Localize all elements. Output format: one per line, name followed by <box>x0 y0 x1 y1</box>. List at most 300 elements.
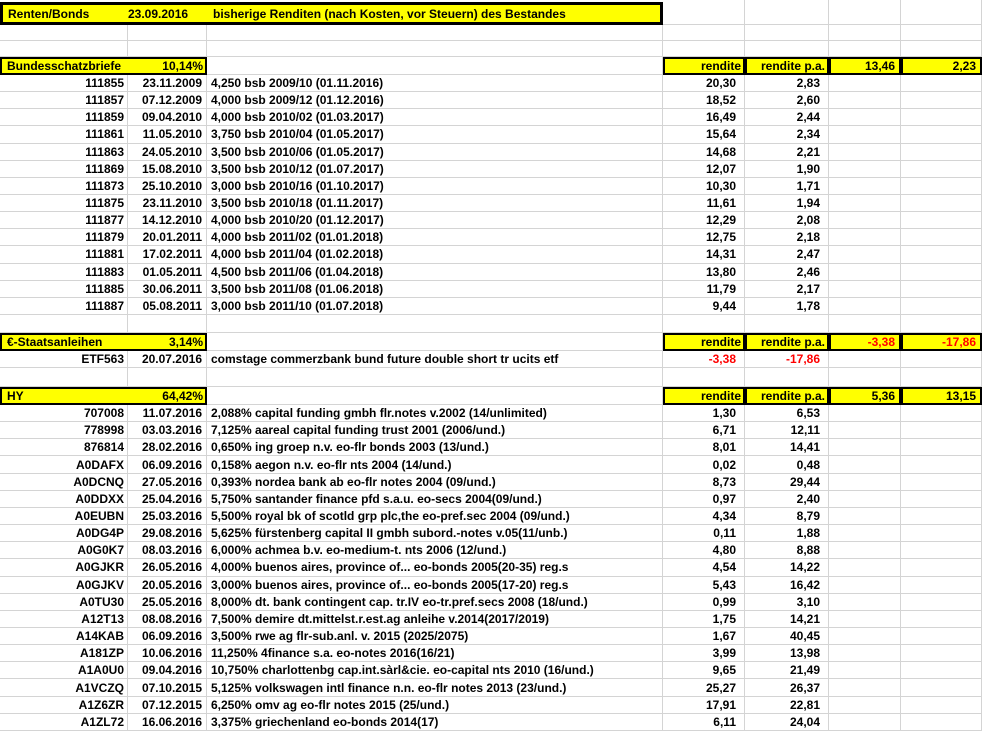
purchase-date-cell[interactable]: 15.08.2010 <box>128 161 207 178</box>
empty-cell <box>829 662 901 679</box>
rendite-cell[interactable]: 1,67 <box>663 628 745 645</box>
empty-cell <box>829 714 901 731</box>
bond-row <box>0 491 982 508</box>
purchase-date-cell[interactable]: 30.06.2011 <box>128 281 207 298</box>
description-cell[interactable]: 3,500 bsb 2011/08 (01.06.2018) <box>207 281 663 298</box>
rendite-cell[interactable]: 4,54 <box>663 559 745 576</box>
rendite-pa-cell[interactable]: 2,44 <box>745 109 829 126</box>
section-title-cell[interactable] <box>0 333 207 351</box>
bond-row <box>0 714 982 731</box>
empty-cell <box>901 298 982 315</box>
security-id-cell[interactable]: 778998 <box>0 422 128 439</box>
section-rendite-total[interactable]: 13,46 <box>829 57 901 75</box>
purchase-date-cell[interactable]: 25.04.2016 <box>128 491 207 508</box>
rendite-pa-cell[interactable]: 40,45 <box>745 628 829 645</box>
empty-cell <box>901 264 982 281</box>
empty-cell <box>901 41 982 57</box>
empty-cell <box>901 697 982 714</box>
security-id-cell[interactable]: A0DCNQ <box>0 474 128 491</box>
empty-cell <box>207 25 663 41</box>
security-id-cell[interactable]: A14KAB <box>0 628 128 645</box>
rendite-pa-cell[interactable]: 14,21 <box>745 611 829 628</box>
section-weight: 3,14% <box>168 334 203 349</box>
empty-cell <box>663 25 745 41</box>
empty-cell <box>829 439 901 456</box>
description-cell[interactable]: 4,000 bsb 2011/04 (01.02.2018) <box>207 246 663 263</box>
empty-cell <box>901 75 982 92</box>
description-cell[interactable]: 11,250% 4finance s.a. eo-notes 2016(16/21) <box>207 645 663 662</box>
rendite-cell[interactable]: 0,97 <box>663 491 745 508</box>
description-cell[interactable]: 7,500% demire dt.mittelst.r.est.ag anleihe v.2014(2017/2019) <box>207 611 663 628</box>
rendite-cell[interactable]: 11,61 <box>663 195 745 212</box>
rendite-pa-cell[interactable]: 2,46 <box>745 264 829 281</box>
bond-row <box>0 525 982 542</box>
rendite-column-header[interactable]: rendite <box>663 387 745 405</box>
rendite-cell[interactable]: 20,30 <box>663 75 745 92</box>
purchase-date-cell[interactable]: 20.05.2016 <box>128 577 207 594</box>
empty-cell <box>0 25 128 41</box>
bond-row <box>0 161 982 178</box>
security-id-cell[interactable]: A0G0K7 <box>0 542 128 559</box>
purchase-date-cell[interactable]: 26.05.2016 <box>128 559 207 576</box>
empty-cell <box>901 611 982 628</box>
rendite-cell[interactable]: 0,99 <box>663 594 745 611</box>
section-title-cell[interactable] <box>0 57 207 75</box>
rendite-cell[interactable]: 13,80 <box>663 264 745 281</box>
empty-cell <box>901 422 982 439</box>
purchase-date-cell[interactable]: 28.02.2016 <box>128 439 207 456</box>
purchase-date-cell[interactable]: 27.05.2016 <box>128 474 207 491</box>
rendite-cell[interactable]: 8,73 <box>663 474 745 491</box>
purchase-date-cell[interactable]: 29.08.2016 <box>128 525 207 542</box>
bond-row <box>0 628 982 645</box>
description-cell[interactable]: 5,750% santander finance pfd s.a.u. eo-secs 2004(09/und.) <box>207 491 663 508</box>
purchase-date-cell[interactable]: 20.07.2016 <box>128 351 207 368</box>
security-id-cell[interactable]: A12T13 <box>0 611 128 628</box>
empty-cell <box>829 25 901 41</box>
empty-cell <box>128 25 207 41</box>
empty-cell <box>0 368 128 387</box>
rendite-cell[interactable]: 15,64 <box>663 126 745 143</box>
rendite-cell[interactable]: 6,11 <box>663 714 745 731</box>
description-cell[interactable]: 3,500% rwe ag flr-sub.anl. v. 2015 (2025/2075) <box>207 628 663 645</box>
purchase-date-cell[interactable]: 07.12.2015 <box>128 697 207 714</box>
description-cell[interactable]: 0,393% nordea bank ab eo-flr notes 2004 (09/und.) <box>207 474 663 491</box>
bond-row <box>0 474 982 491</box>
rendite-pa-cell[interactable]: 3,10 <box>745 594 829 611</box>
security-id-cell[interactable]: 111875 <box>0 195 128 212</box>
security-id-cell[interactable]: A0GJKV <box>0 577 128 594</box>
empty-cell <box>829 525 901 542</box>
purchase-date-cell[interactable]: 08.08.2016 <box>128 611 207 628</box>
bond-row <box>0 126 982 143</box>
security-id-cell[interactable]: ETF563 <box>0 351 128 368</box>
purchase-date-cell[interactable]: 09.04.2010 <box>128 109 207 126</box>
rendite-cell[interactable]: 14,31 <box>663 246 745 263</box>
report-subtitle: bisherige Renditen (nach Kosten, vor Steuern) des Bestandes <box>213 6 566 21</box>
empty-cell <box>829 41 901 57</box>
empty-cell <box>829 195 901 212</box>
rendite-pa-cell[interactable]: 1,90 <box>745 161 829 178</box>
purchase-date-cell[interactable]: 03.03.2016 <box>128 422 207 439</box>
purchase-date-cell[interactable]: 11.05.2010 <box>128 126 207 143</box>
description-cell[interactable]: 6,250% omv ag eo-flr notes 2015 (25/und.) <box>207 697 663 714</box>
empty-cell <box>829 0 901 25</box>
empty-cell <box>901 92 982 109</box>
rendite-pa-cell[interactable]: 8,88 <box>745 542 829 559</box>
empty-cell <box>128 315 207 333</box>
security-id-cell[interactable]: A1A0U0 <box>0 662 128 679</box>
empty-cell <box>901 144 982 161</box>
empty-cell <box>901 594 982 611</box>
rendite-pa-cell[interactable]: 2,60 <box>745 92 829 109</box>
bond-row <box>0 422 982 439</box>
security-id-cell[interactable]: A0EUBN <box>0 508 128 525</box>
rendite-cell[interactable]: 6,71 <box>663 422 745 439</box>
bond-row <box>0 662 982 679</box>
empty-cell <box>829 75 901 92</box>
rendite-cell[interactable]: 3,99 <box>663 645 745 662</box>
security-id-cell[interactable]: 111859 <box>0 109 128 126</box>
rendite-pa-cell[interactable]: 1,71 <box>745 178 829 195</box>
purchase-date-cell[interactable]: 10.06.2016 <box>128 645 207 662</box>
empty-cell <box>829 559 901 576</box>
empty-cell <box>745 315 829 333</box>
title-cell[interactable] <box>0 2 663 25</box>
spacer-row <box>0 315 982 333</box>
bond-row <box>0 109 982 126</box>
rendite-pa-cell[interactable]: 22,81 <box>745 697 829 714</box>
empty-cell <box>829 368 901 387</box>
empty-cell <box>901 368 982 387</box>
rendite-cell[interactable]: 5,43 <box>663 577 745 594</box>
security-id-cell[interactable]: 111869 <box>0 161 128 178</box>
description-cell[interactable]: 4,500 bsb 2011/06 (01.04.2018) <box>207 264 663 281</box>
rendite-pa-column-header[interactable]: rendite p.a. <box>745 57 829 75</box>
empty-cell <box>0 41 128 57</box>
bond-row <box>0 246 982 263</box>
purchase-date-cell[interactable]: 23.11.2010 <box>128 195 207 212</box>
rendite-pa-cell[interactable]: 14,22 <box>745 559 829 576</box>
empty-cell <box>901 405 982 422</box>
rendite-pa-cell[interactable]: 6,53 <box>745 405 829 422</box>
description-cell[interactable]: 3,500 bsb 2010/12 (01.07.2017) <box>207 161 663 178</box>
bond-row <box>0 298 982 315</box>
description-cell[interactable]: 3,750 bsb 2010/04 (01.05.2017) <box>207 126 663 143</box>
security-id-cell[interactable]: 111861 <box>0 126 128 143</box>
rendite-pa-cell[interactable]: 2,18 <box>745 229 829 246</box>
rendite-pa-cell[interactable]: 2,21 <box>745 144 829 161</box>
rendite-cell[interactable]: 0,02 <box>663 456 745 473</box>
rendite-cell[interactable]: 9,65 <box>663 662 745 679</box>
report-date: 23.09.2016 <box>128 6 189 21</box>
empty-cell <box>829 109 901 126</box>
description-cell[interactable]: 3,500 bsb 2010/06 (01.05.2017) <box>207 144 663 161</box>
description-cell[interactable]: 3,000 bsb 2011/10 (01.07.2018) <box>207 298 663 315</box>
empty-cell <box>207 368 663 387</box>
bond-row <box>0 405 982 422</box>
empty-cell <box>829 542 901 559</box>
description-cell[interactable]: 0,158% aegon n.v. eo-flr nts 2004 (14/und.) <box>207 456 663 473</box>
empty-cell <box>901 0 982 25</box>
empty-cell <box>901 456 982 473</box>
security-id-cell[interactable]: 111879 <box>0 229 128 246</box>
empty-cell <box>901 628 982 645</box>
empty-cell <box>663 41 745 57</box>
rendite-cell[interactable]: 4,80 <box>663 542 745 559</box>
rendite-pa-column-header[interactable]: rendite p.a. <box>745 387 829 405</box>
rendite-pa-cell[interactable]: 2,47 <box>745 246 829 263</box>
bond-row <box>0 195 982 212</box>
rendite-cell[interactable]: 18,52 <box>663 92 745 109</box>
purchase-date-cell[interactable]: 05.08.2011 <box>128 298 207 315</box>
empty-cell <box>901 126 982 143</box>
security-id-cell[interactable]: A0DAFX <box>0 456 128 473</box>
security-id-cell[interactable]: 876814 <box>0 439 128 456</box>
section-rendite-pa-total[interactable]: -17,86 <box>901 333 982 351</box>
rendite-cell[interactable]: 12,29 <box>663 212 745 229</box>
empty-cell <box>901 714 982 731</box>
section-header-row <box>0 387 982 405</box>
rendite-pa-cell[interactable]: 26,37 <box>745 679 829 696</box>
empty-cell <box>829 645 901 662</box>
spacer-row <box>0 368 982 387</box>
purchase-date-cell[interactable]: 09.04.2016 <box>128 662 207 679</box>
empty-cell <box>901 315 982 333</box>
purchase-date-cell[interactable]: 25.10.2010 <box>128 178 207 195</box>
empty-cell <box>901 679 982 696</box>
bond-row <box>0 697 982 714</box>
security-id-cell[interactable]: 111885 <box>0 281 128 298</box>
purchase-date-cell[interactable]: 24.05.2010 <box>128 144 207 161</box>
empty-cell <box>745 368 829 387</box>
empty-cell <box>901 559 982 576</box>
empty-cell <box>663 315 745 333</box>
empty-cell <box>829 491 901 508</box>
empty-cell <box>829 126 901 143</box>
rendite-cell[interactable]: 12,07 <box>663 161 745 178</box>
rendite-pa-cell[interactable]: 14,41 <box>745 439 829 456</box>
empty-cell <box>829 422 901 439</box>
purchase-date-cell[interactable]: 08.03.2016 <box>128 542 207 559</box>
rendite-pa-cell[interactable]: 16,42 <box>745 577 829 594</box>
section-weight: 64,42% <box>162 388 203 403</box>
empty-cell <box>829 405 901 422</box>
rendite-pa-cell[interactable]: 2,34 <box>745 126 829 143</box>
bond-row <box>0 75 982 92</box>
purchase-date-cell[interactable]: 23.11.2009 <box>128 75 207 92</box>
description-cell[interactable]: 5,125% volkswagen intl finance n.n. eo-flr notes 2013 (23/und.) <box>207 679 663 696</box>
security-id-cell[interactable]: A0DDXX <box>0 491 128 508</box>
rendite-pa-cell[interactable]: 1,88 <box>745 525 829 542</box>
purchase-date-cell[interactable]: 11.07.2016 <box>128 405 207 422</box>
empty-cell <box>829 161 901 178</box>
rendite-cell[interactable]: 8,01 <box>663 439 745 456</box>
bond-row <box>0 178 982 195</box>
rendite-cell[interactable]: 12,75 <box>663 229 745 246</box>
description-cell[interactable]: 4,000 bsb 2010/02 (01.03.2017) <box>207 109 663 126</box>
security-id-cell[interactable]: 111877 <box>0 212 128 229</box>
purchase-date-cell[interactable]: 06.09.2016 <box>128 628 207 645</box>
purchase-date-cell[interactable]: 01.05.2011 <box>128 264 207 281</box>
security-id-cell[interactable]: 111881 <box>0 246 128 263</box>
rendite-pa-cell[interactable]: 2,08 <box>745 212 829 229</box>
rendite-pa-cell[interactable]: 24,04 <box>745 714 829 731</box>
bond-row <box>0 144 982 161</box>
rendite-pa-cell[interactable]: 1,78 <box>745 298 829 315</box>
description-cell[interactable]: 6,000% achmea b.v. eo-medium-t. nts 2006 (12/und.) <box>207 542 663 559</box>
rendite-cell[interactable]: 14,68 <box>663 144 745 161</box>
empty-cell <box>829 611 901 628</box>
rendite-pa-cell[interactable]: 12,11 <box>745 422 829 439</box>
empty-cell <box>901 212 982 229</box>
rendite-pa-cell[interactable]: 21,49 <box>745 662 829 679</box>
empty-cell <box>829 246 901 263</box>
empty-cell <box>829 315 901 333</box>
rendite-cell[interactable]: 0,11 <box>663 525 745 542</box>
section-rendite-total[interactable]: -3,38 <box>829 333 901 351</box>
security-id-cell[interactable]: A1VCZQ <box>0 679 128 696</box>
bond-row <box>0 281 982 298</box>
rendite-column-header[interactable]: rendite <box>663 333 745 351</box>
bond-row <box>0 679 982 696</box>
empty-cell <box>901 109 982 126</box>
spacer-row <box>0 25 982 41</box>
security-id-cell[interactable]: 111857 <box>0 92 128 109</box>
empty-cell <box>829 229 901 246</box>
security-id-cell[interactable]: 111863 <box>0 144 128 161</box>
rendite-cell[interactable]: 10,30 <box>663 178 745 195</box>
rendite-cell[interactable]: 16,49 <box>663 109 745 126</box>
section-rendite-pa-total[interactable]: 2,23 <box>901 57 982 75</box>
rendite-pa-cell[interactable]: 29,44 <box>745 474 829 491</box>
purchase-date-cell[interactable]: 07.10.2015 <box>128 679 207 696</box>
description-cell[interactable]: 4,000 bsb 2011/02 (01.01.2018) <box>207 229 663 246</box>
rendite-pa-cell[interactable]: 2,17 <box>745 281 829 298</box>
bond-row <box>0 351 982 368</box>
description-cell[interactable]: 10,750% charlottenbg cap.int.sàrl&cie. eo-capital nts 2010 (16/und.) <box>207 662 663 679</box>
security-id-cell[interactable]: A1Z6ZR <box>0 697 128 714</box>
bond-row <box>0 264 982 281</box>
rendite-pa-cell[interactable]: 13,98 <box>745 645 829 662</box>
security-id-cell[interactable]: A0DG4P <box>0 525 128 542</box>
rendite-cell[interactable]: -3,38 <box>663 351 745 368</box>
description-cell[interactable]: 2,088% capital funding gmbh flr.notes v.2002 (14/unlimited) <box>207 405 663 422</box>
security-id-cell[interactable]: A181ZP <box>0 645 128 662</box>
empty-cell <box>207 41 663 57</box>
empty-cell <box>901 351 982 368</box>
purchase-date-cell[interactable]: 14.12.2010 <box>128 212 207 229</box>
empty-cell <box>829 628 901 645</box>
rendite-cell[interactable]: 25,27 <box>663 679 745 696</box>
purchase-date-cell[interactable]: 07.12.2009 <box>128 92 207 109</box>
security-id-cell[interactable]: 707008 <box>0 405 128 422</box>
rendite-cell[interactable]: 17,91 <box>663 697 745 714</box>
empty-cell <box>829 144 901 161</box>
empty-cell <box>901 577 982 594</box>
description-cell[interactable]: 7,125% aareal capital funding trust 2001 (2006/und.) <box>207 422 663 439</box>
rendite-cell[interactable]: 1,30 <box>663 405 745 422</box>
empty-cell <box>0 315 128 333</box>
empty-cell <box>128 41 207 57</box>
rendite-pa-cell[interactable]: 1,94 <box>745 195 829 212</box>
description-cell[interactable]: 3,375% griechenland eo-bonds 2014(17) <box>207 714 663 731</box>
purchase-date-cell[interactable]: 17.02.2011 <box>128 246 207 263</box>
rendite-pa-cell[interactable]: 2,83 <box>745 75 829 92</box>
rendite-column-header[interactable]: rendite <box>663 57 745 75</box>
security-id-cell[interactable]: 111855 <box>0 75 128 92</box>
security-id-cell[interactable]: 111873 <box>0 178 128 195</box>
purchase-date-cell[interactable]: 25.05.2016 <box>128 594 207 611</box>
purchase-date-cell[interactable]: 20.01.2011 <box>128 229 207 246</box>
description-cell[interactable]: comstage commerzbank bund future double short tr ucits etf <box>207 351 663 368</box>
empty-cell <box>829 474 901 491</box>
security-id-cell[interactable]: 111887 <box>0 298 128 315</box>
rendite-pa-column-header[interactable]: rendite p.a. <box>745 333 829 351</box>
section-rendite-pa-total[interactable]: 13,15 <box>901 387 982 405</box>
security-id-cell[interactable]: A0TU30 <box>0 594 128 611</box>
empty-cell <box>745 41 829 57</box>
description-cell[interactable]: 5,625% fürstenberg capital II gmbh subord.-notes v.05(11/unb.) <box>207 525 663 542</box>
rendite-cell[interactable]: 9,44 <box>663 298 745 315</box>
empty-cell <box>207 315 663 333</box>
empty-cell <box>901 161 982 178</box>
description-cell[interactable]: 3,000% buenos aires, province of... eo-bonds 2005(17-20) reg.s <box>207 577 663 594</box>
section-rendite-total[interactable]: 5,36 <box>829 387 901 405</box>
empty-cell <box>829 594 901 611</box>
bond-row <box>0 577 982 594</box>
empty-cell <box>901 246 982 263</box>
empty-cell <box>901 439 982 456</box>
description-cell[interactable]: 4,000 bsb 2009/12 (01.12.2016) <box>207 92 663 109</box>
bond-row <box>0 439 982 456</box>
section-header-row <box>0 57 982 75</box>
description-cell[interactable]: 4,000 bsb 2010/20 (01.12.2017) <box>207 212 663 229</box>
description-cell[interactable]: 5,500% royal bk of scotld grp plc,the eo-pref.sec 2004 (09/und.) <box>207 508 663 525</box>
description-cell[interactable]: 3,500 bsb 2010/18 (01.11.2017) <box>207 195 663 212</box>
empty-cell <box>829 281 901 298</box>
description-cell[interactable]: 8,000% dt. bank contingent cap. tr.IV eo-tr.pref.secs 2008 (18/und.) <box>207 594 663 611</box>
rendite-pa-cell[interactable]: 2,40 <box>745 491 829 508</box>
rendite-cell[interactable]: 1,75 <box>663 611 745 628</box>
rendite-cell[interactable]: 11,79 <box>663 281 745 298</box>
bond-row <box>0 456 982 473</box>
empty-cell <box>207 333 663 351</box>
purchase-date-cell[interactable]: 25.03.2016 <box>128 508 207 525</box>
security-id-cell[interactable]: A0GJKR <box>0 559 128 576</box>
section-name: Bundesschatzbriefe <box>7 59 122 73</box>
description-cell[interactable]: 3,000 bsb 2010/16 (01.10.2017) <box>207 178 663 195</box>
security-id-cell[interactable]: 111883 <box>0 264 128 281</box>
purchase-date-cell[interactable]: 16.06.2016 <box>128 714 207 731</box>
empty-cell <box>901 645 982 662</box>
rendite-pa-cell[interactable]: 8,79 <box>745 508 829 525</box>
description-cell[interactable]: 4,250 bsb 2009/10 (01.11.2016) <box>207 75 663 92</box>
description-cell[interactable]: 4,000% buenos aires, province of... eo-bonds 2005(20-35) reg.s <box>207 559 663 576</box>
rendite-cell[interactable]: 4,34 <box>663 508 745 525</box>
purchase-date-cell[interactable]: 06.09.2016 <box>128 456 207 473</box>
empty-cell <box>745 25 829 41</box>
empty-cell <box>901 508 982 525</box>
rendite-pa-cell[interactable]: 0,48 <box>745 456 829 473</box>
empty-cell <box>829 508 901 525</box>
description-cell[interactable]: 0,650% ing groep n.v. eo-flr bonds 2003 (13/und.) <box>207 439 663 456</box>
empty-cell <box>901 525 982 542</box>
section-weight: 10,14% <box>162 59 203 73</box>
rendite-pa-cell[interactable]: -17,86 <box>745 351 829 368</box>
security-id-cell[interactable]: A1ZL72 <box>0 714 128 731</box>
section-title-cell[interactable] <box>0 387 207 405</box>
